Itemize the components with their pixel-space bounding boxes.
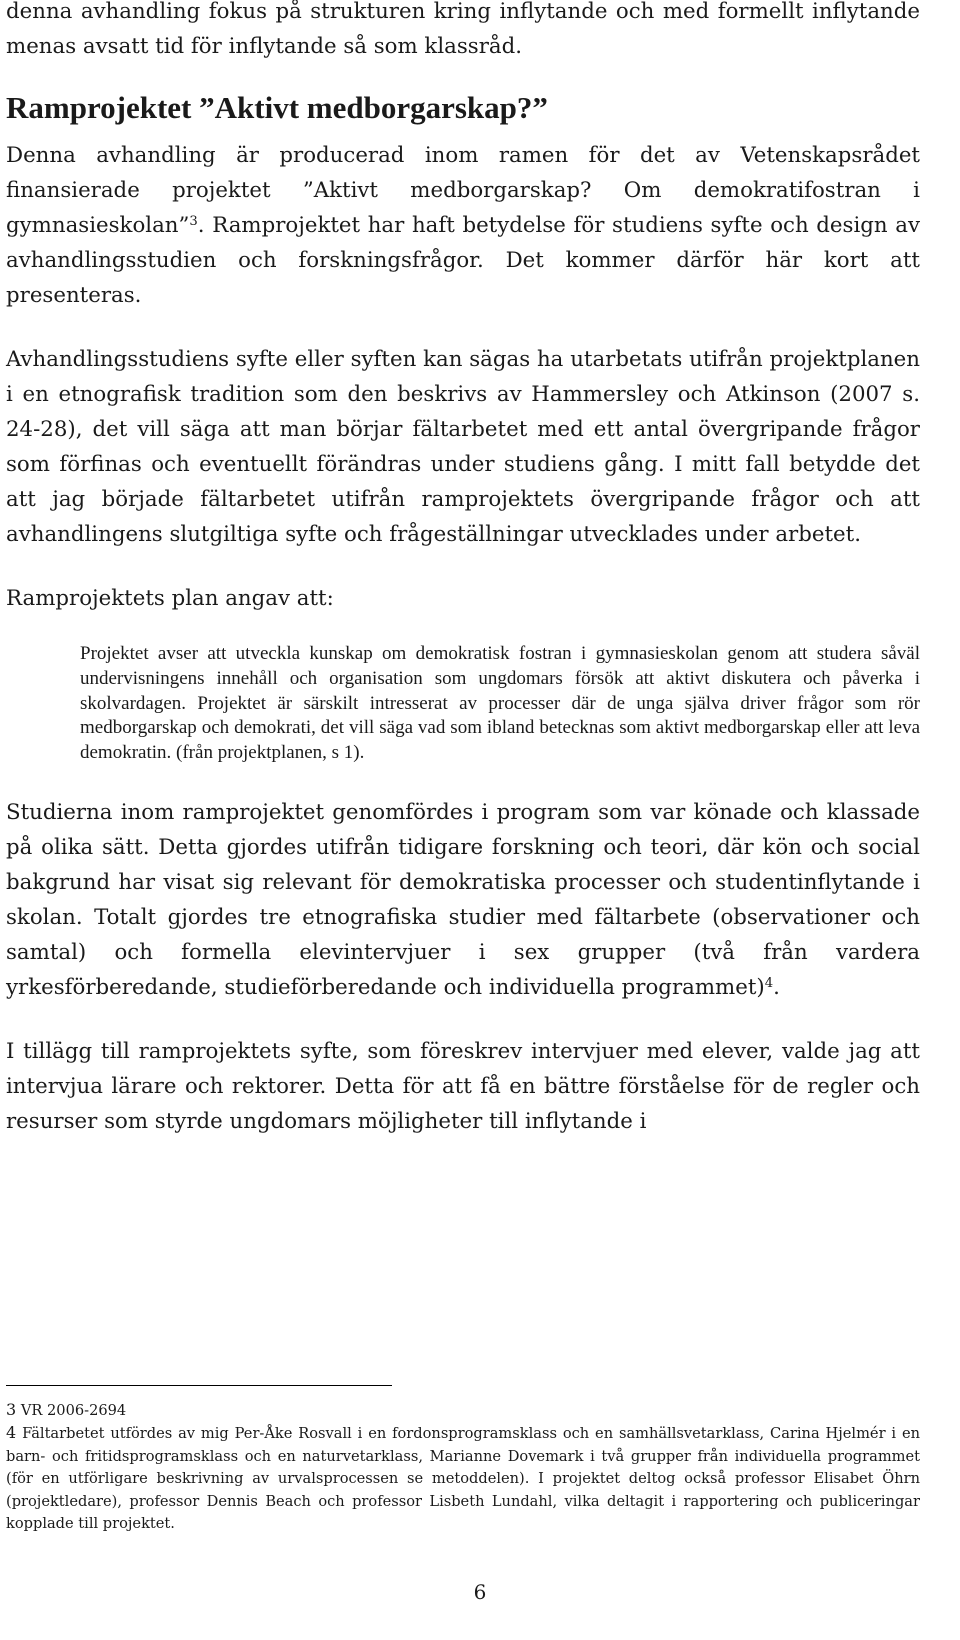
paragraph-project-text-cont: . Ramprojektet har haft betydelse för studiens syfte och design av avhandlingsstudien och forskningsfrågor. Det kommer därför här kort att presenteras. [6,213,920,308]
paragraph-plan-intro: Ramprojektets plan angav att: [6,586,334,611]
paragraph-interviews: I tillägg till ramprojektets syfte, som föreskrev intervjuer med elever, valde jag att intervjua lärare och rektorer. Detta för att få en bättre förståelse för de regler och resurser som styrde ungdomars möjligheter till inflytande i [6,1038,920,1134]
block-quote: Projektet avser att utveckla kunskap om demokratisk fostran i gymnasieskolan genom att studera såväl undervisningens innehåll och organisation som ungdomars försök att aktivt diskutera och påverka i skolvardagen. Projektet är särskilt intresserat av processer där de unga själva driver frågor som rör medborgarskap och demokrati, det vill säga vad som ibland betecknas som aktivt medborgarskap eller att leva demokratin. (från projektplanen, s 1). [80,643,920,764]
footnote-text: VR 2006-2694 [16,1402,127,1419]
footnote-divider [6,1385,392,1386]
footnote-ref-3[interactable]: 3 [189,213,198,229]
paragraph-project-text: Denna avhandling är producerad inom ramen för det av Vetenskapsrådet finansierade projektet ”Aktivt medborgarskap? Om demokratifostran i gymnasieskolan” [6,143,920,238]
footnotes [6,1399,920,1535]
footnote-4 [6,1422,920,1535]
paragraph-studies [6,795,920,1005]
footnote-marker: 3 [6,1400,17,1419]
footnote-text: Fältarbetet utfördes av mig Per-Åke Rosvall i en fordonsprogramsklass och en samhällsvetarklass, Carina Hjelmér i en barn- och fritidsprogramsklass och en naturvetarklass, Marianne Dovemark i två grupper från individuella programmet (för en utförligare beskrivning av urvalsprocessen se metoddelen). I projektet deltog också professor Elisabet Öhrn (projektledare), professor Dennis Beach och professor Lisbeth Lundahl, vilka deltagit i rapportering och publiceringar kopplade till projektet. [6,1425,920,1533]
intro-paragraph: denna avhandling fokus på strukturen kring inflytande och med formellt inflytande menas avsatt tid för inflytande så som klassråd. [6,0,920,59]
footnote-3 [6,1399,920,1422]
page-number: 6 [473,1580,487,1604]
paragraph-project [6,138,920,313]
paragraph-aim: Avhandlingsstudiens syfte eller syften kan sägas ha utarbetats utifrån projektplanen i en etnografisk tradition som den beskrivs av Hammersley och Atkinson (2007 s. 24-28), det vill säga att man börjar fältarbetet med ett antal övergripande frågor som förfinas och eventuellt förändras under studiens gång. I mitt fall betydde det att jag började fältarbetet utifrån ramprojektets övergripande frågor och att avhandlingens slutgiltiga syfte och frågeställningar utvecklades under arbetet. [6,347,920,547]
footnote-marker: 4 [6,1423,17,1443]
paragraph-studies-text: Studierna inom ramprojektet genomfördes i program som var könade och klassade på olika sätt. Detta gjordes utifrån tidigare forskning och teori, där kön och social bakgrund har visat sig relevant för demokratiska processer och studentinflytande i skolan. Totalt gjordes tre etnografiska studier med fältarbete (observationer och samtal) och formella elevintervjuer i sex grupper (två från vardera yrkesförberedande, studieförberedande och individuella programmet) [6,799,920,1000]
footnote-ref-4[interactable]: 4 [764,975,774,991]
paragraph-studies-end: . [773,974,780,1000]
section-heading: Ramprojektet ”Aktivt medborgarskap?” [6,90,548,125]
